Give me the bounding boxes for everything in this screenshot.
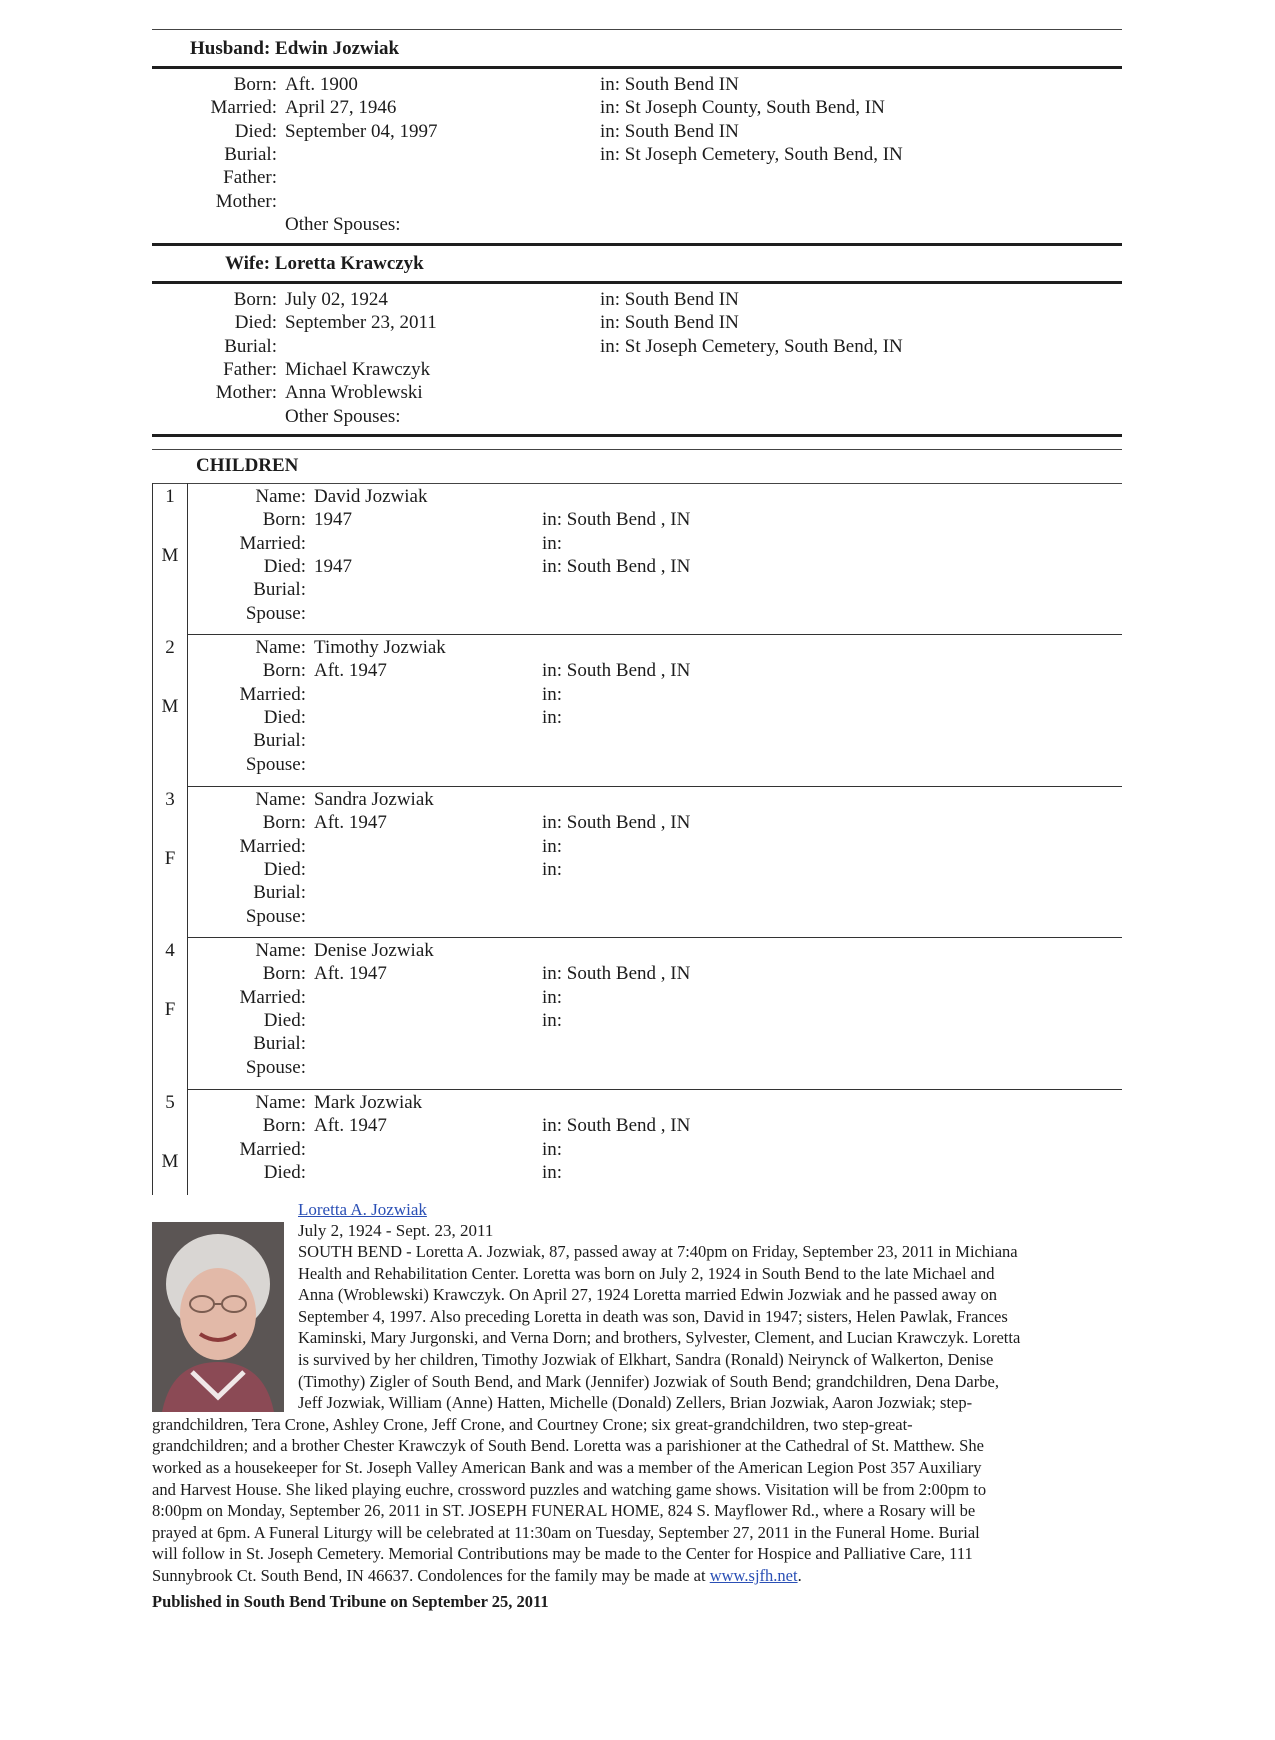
wife-row-place: in: South Bend IN xyxy=(600,289,739,310)
child-number: 3 xyxy=(165,789,175,810)
obituary-line-text: SOUTH BEND - Loretta A. Jozwiak, 87, passed away at 7:40pm on Friday, September 23, 2011 in Michiana xyxy=(298,1242,1018,1261)
obituary-line xyxy=(298,1328,1020,1348)
husband-other-spouses: Other Spouses: xyxy=(285,214,401,235)
child-row-label: Name: xyxy=(255,637,306,658)
husband-row-value: September 04, 1997 xyxy=(285,120,438,142)
child-row-label: Married: xyxy=(239,1138,306,1160)
child-divider xyxy=(187,786,1122,787)
child-row-place: in: South Bend , IN xyxy=(542,660,691,682)
child-row-label: Born: xyxy=(262,963,306,985)
child-row-label: Died: xyxy=(263,1161,306,1183)
child-row-label: Spouse: xyxy=(245,602,306,624)
child-row-label: Burial: xyxy=(253,1033,306,1055)
children-number-left-border xyxy=(152,483,153,1195)
husband-row-label: Married: xyxy=(210,97,277,119)
child-row-place: in: xyxy=(542,1161,563,1183)
wife-row-label: Father: xyxy=(223,358,277,380)
obituary-line-text: will follow in St. Joseph Cemetery. Memorial Contributions may be made to the Center for Hospice and Palliative Care, 111 xyxy=(152,1544,973,1564)
child-row-label: Name: xyxy=(255,486,306,507)
child-row-label: Born: xyxy=(262,509,306,531)
husband-row-value: Aft. 1900 xyxy=(285,74,358,95)
obituary-line xyxy=(298,1285,997,1305)
husband-row-place: in: St Joseph Cemetery, South Bend, IN xyxy=(600,143,903,165)
child-row-label: Born: xyxy=(262,1115,306,1137)
child-row-value: Sandra Jozwiak xyxy=(314,789,434,810)
wife-row-value: Anna Wroblewski xyxy=(285,382,423,404)
child-row-label: Married: xyxy=(239,683,306,705)
husband-row-value: April 27, 1946 xyxy=(285,97,397,119)
wife-top-rule xyxy=(152,243,1122,246)
child-sex: M xyxy=(161,545,179,566)
child-row-label: Married: xyxy=(239,835,306,857)
child-row-value: David Jozwiak xyxy=(314,486,428,507)
wife-row-label: Born: xyxy=(233,289,277,310)
child-row-label: Born: xyxy=(262,660,306,682)
wife-row-place: in: St Joseph Cemetery, South Bend, IN xyxy=(600,335,903,357)
husband-row-label: Burial: xyxy=(224,143,277,165)
obituary-title-link[interactable]: Loretta A. Jozwiak xyxy=(298,1200,427,1219)
child-row-place: in: xyxy=(542,835,563,857)
child-row-label: Burial: xyxy=(253,730,306,752)
wife-row-label: Burial: xyxy=(224,335,277,357)
children-top-rule-2 xyxy=(152,449,1122,450)
obituary-line xyxy=(298,1307,1008,1327)
obituary-line xyxy=(152,1458,982,1478)
child-sex: M xyxy=(161,696,179,717)
child-row-place: in: South Bend , IN xyxy=(542,555,691,577)
children-heading-rule xyxy=(152,483,1122,484)
wife-other-spouses: Other Spouses: xyxy=(285,406,401,427)
child-row-value: Timothy Jozwiak xyxy=(314,637,446,658)
child-row-label: Name: xyxy=(255,1092,306,1113)
husband-heading xyxy=(190,38,399,60)
husband-row-place: in: South Bend IN xyxy=(600,120,739,142)
child-row-label: Died: xyxy=(263,706,306,728)
obituary-line xyxy=(298,1242,1018,1262)
child-row-place: in: South Bend , IN xyxy=(542,812,691,834)
child-row-label: Burial: xyxy=(253,882,306,904)
child-row-place: in: xyxy=(542,683,563,705)
husband-row-label: Died: xyxy=(234,120,277,142)
obituary-line-text: September 4, 1997. Also preceding Loretta in death was son, David in 1947; sisters, Helen Pawlak, Frances xyxy=(298,1306,1008,1326)
child-row-value: Aft. 1947 xyxy=(314,1115,387,1137)
child-row-place: in: xyxy=(542,858,563,880)
wife-name: Loretta Krawczyk xyxy=(274,253,424,274)
husband-row-place: in: St Joseph County, South Bend, IN xyxy=(600,97,885,119)
child-row-label: Married: xyxy=(239,532,306,554)
child-row-place: in: South Bend , IN xyxy=(542,1115,691,1137)
husband-row-place: in: South Bend IN xyxy=(600,74,739,95)
child-row-place: in: xyxy=(542,706,563,728)
wife-heading xyxy=(225,253,424,275)
child-row-label: Burial: xyxy=(253,579,306,601)
child-row-place: in: South Bend , IN xyxy=(542,963,691,985)
child-row-label: Died: xyxy=(263,1009,306,1031)
link-suffix: . xyxy=(797,1566,802,1585)
child-row-value: Aft. 1947 xyxy=(314,963,387,985)
obituary-line-text: Anna (Wroblewski) Krawczyk. On April 27, 1924 Loretta married Edwin Jozwiak and he passed away on xyxy=(298,1285,998,1305)
husband-row-label: Father: xyxy=(223,167,277,189)
obituary-dates: July 2, 1924 - Sept. 23, 2011 xyxy=(298,1221,494,1240)
child-sex: F xyxy=(164,999,176,1020)
obituary-line-text: is survived by her children, Timothy Jozwiak of Elkhart, Sandra (Ronald) Neirynck of Walkerton, Denise xyxy=(298,1350,994,1369)
child-row-value: Aft. 1947 xyxy=(314,660,387,682)
obituary-line-text: Sunnybrook Ct. South Bend, IN 46637. Condolences for the family may be made at xyxy=(152,1566,706,1585)
published-note: Published in South Bend Tribune on September 25, 2011 xyxy=(152,1592,549,1611)
child-number: 1 xyxy=(165,486,175,507)
wife-rule xyxy=(152,281,1122,284)
child-row-value: 1947 xyxy=(314,555,352,577)
child-divider xyxy=(187,1089,1122,1090)
child-sex: F xyxy=(164,848,176,869)
child-row-label: Died: xyxy=(263,858,306,880)
child-row-place: in: South Bend , IN xyxy=(542,509,691,531)
child-sex: M xyxy=(161,1151,179,1172)
wife-row-value: Michael Krawczyk xyxy=(285,358,431,380)
child-row-place: in: xyxy=(542,532,563,554)
child-row-label: Married: xyxy=(239,986,306,1008)
top-rule xyxy=(152,29,1122,30)
wife-row-value: July 02, 1924 xyxy=(285,289,388,310)
husband-row-label: Mother: xyxy=(215,190,277,212)
obituary-line-text: (Timothy) Zigler of South Bend, and Mark (Jennifer) Jozwiak of South Bend; grandchildren, Dena Darbe, xyxy=(298,1371,999,1391)
wife-row-label: Died: xyxy=(234,312,277,334)
wife-label: Wife: xyxy=(225,253,271,274)
child-row-place: in: xyxy=(542,986,563,1008)
obituary-line-text: Kaminski, Mary Jurgonski, and Verna Dorn; and brothers, Sylvester, Clement, and Lucian Krawczyk. Loretta xyxy=(298,1328,1021,1348)
husband-name: Edwin Jozwiak xyxy=(275,38,400,59)
children-heading: CHILDREN xyxy=(196,455,299,476)
obituary-line-text: worked as a housekeeper for St. Joseph Valley American Bank and was a member of the American Legion Post 357 Auxiliary xyxy=(152,1458,982,1477)
child-row-label: Spouse: xyxy=(245,905,306,927)
obituary-line xyxy=(152,1436,984,1456)
obituary-line xyxy=(152,1523,980,1543)
child-row-label: Spouse: xyxy=(245,753,306,775)
obituary-line xyxy=(298,1350,993,1370)
obituary-line-text: Jeff Jozwiak, William (Anne) Hatten, Michelle (Donald) Zellers, Brian Jozwiak, Aaron Jozwiak; step- xyxy=(298,1393,973,1413)
obituary-line-text: and Harvest House. She liked playing euchre, crossword puzzles and watching game shows. Visitation will be from 2:00pm to xyxy=(152,1479,987,1499)
obituary-line xyxy=(152,1480,986,1500)
child-row-label: Name: xyxy=(255,789,306,810)
obituary-line-text: 8:00pm on Monday, September 26, 2011 in ST. JOSEPH FUNERAL HOME, 824 S. Mayflower Rd., where a Rosary will be xyxy=(152,1501,976,1521)
husband-row-label: Born: xyxy=(233,74,277,95)
obituary-line xyxy=(298,1393,972,1413)
obituary-line-text: Health and Rehabilitation Center. Loretta was born on July 2, 1924 in South Bend to the late Michael and xyxy=(298,1263,995,1283)
obituary-line-text: grandchildren; and a brother Chester Krawczyk of South Bend. Loretta was a parishioner at the Cathedral of St. Matthew. She xyxy=(152,1436,984,1456)
obituary-line xyxy=(152,1415,913,1435)
child-row-label: Name: xyxy=(255,940,306,961)
child-row-value: Denise Jozwiak xyxy=(314,940,434,961)
obituary-line xyxy=(152,1566,802,1586)
child-row-place: in: xyxy=(542,1009,563,1031)
child-row-label: Spouse: xyxy=(245,1056,306,1078)
child-row-place: in: xyxy=(542,1138,563,1160)
obituary-photo xyxy=(152,1222,284,1412)
portrait-image xyxy=(152,1222,284,1412)
child-row-label: Born: xyxy=(262,812,306,834)
child-row-value: Mark Jozwiak xyxy=(314,1092,423,1113)
wife-row-place: in: South Bend IN xyxy=(600,312,739,334)
husband-label: Husband: xyxy=(190,38,271,59)
obituary-line-text: prayed at 6pm. A Funeral Liturgy will be celebrated at 11:30am on Tuesday, September 27, 2011 in the Funeral Home. Burial xyxy=(152,1522,980,1542)
child-row-label: Died: xyxy=(263,555,306,577)
obituary-line-text: grandchildren, Tera Crone, Ashley Crone, Jeff Crone, and Courtney Crone; six great-grandchildren, two step-great- xyxy=(152,1414,913,1434)
child-row-value: 1947 xyxy=(314,509,352,531)
child-row-value: Aft. 1947 xyxy=(314,812,387,834)
child-divider xyxy=(187,937,1122,938)
child-number: 5 xyxy=(165,1092,175,1113)
obituary-line xyxy=(298,1264,995,1284)
obituary-line xyxy=(152,1501,975,1521)
condolences-link[interactable]: www.sjfh.net xyxy=(709,1566,798,1585)
wife-row-label: Mother: xyxy=(215,382,277,404)
children-top-rule xyxy=(152,434,1122,437)
child-number: 4 xyxy=(165,940,175,961)
wife-row-value: September 23, 2011 xyxy=(285,312,437,334)
obituary-line xyxy=(298,1372,999,1392)
obituary-line xyxy=(152,1544,973,1564)
husband-rule xyxy=(152,66,1122,69)
child-divider xyxy=(187,634,1122,635)
child-number: 2 xyxy=(165,637,175,658)
